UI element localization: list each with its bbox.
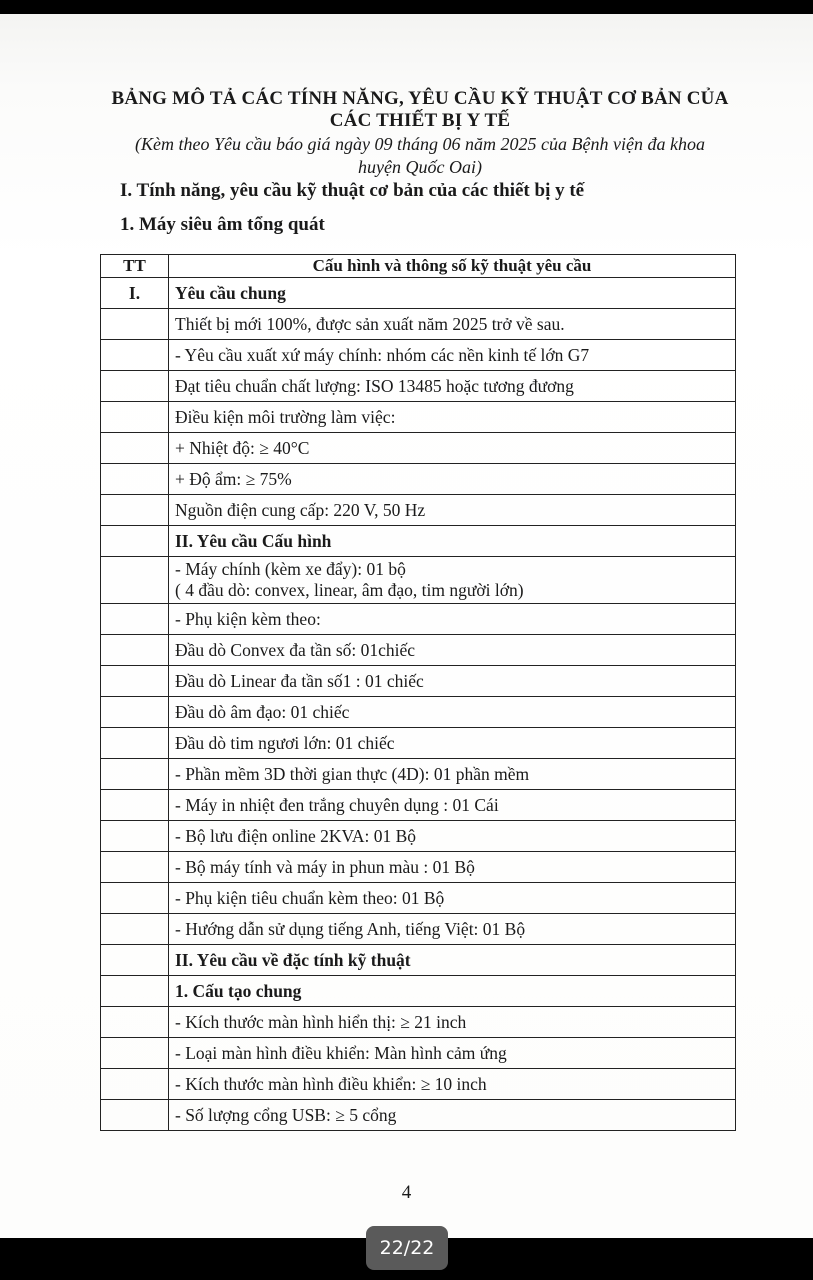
table-row (101, 371, 736, 402)
header-spec: Cấu hình và thông số kỹ thuật yêu cầu (169, 255, 736, 278)
table-row (101, 557, 736, 604)
row-tt (101, 635, 169, 666)
row-tt (101, 697, 169, 728)
row-spec: Nguồn điện cung cấp: 220 V, 50 Hz (169, 495, 736, 526)
row-spec: Điều kiện môi trường làm việc: (169, 402, 736, 433)
row-spec: Đầu dò tim ngươi lớn: 01 chiếc (169, 728, 736, 759)
row-spec: + Độ ẩm: ≥ 75% (169, 464, 736, 495)
page-number: 4 (401, 1182, 412, 1203)
row-tt (101, 666, 169, 697)
row-spec: - Số lượng cổng USB: ≥ 5 cổng (169, 1100, 736, 1131)
row-tt (101, 759, 169, 790)
row-tt (101, 557, 169, 604)
row-tt (101, 464, 169, 495)
row-tt (101, 1007, 169, 1038)
row-spec: - Phần mềm 3D thời gian thực (4D): 01 phần mềm (169, 759, 736, 790)
table-row (101, 1069, 736, 1100)
row-spec-line2: ( 4 đầu dò: convex, linear, âm đạo, tim người lớn) (175, 580, 524, 600)
row-spec: Đầu dò Linear đa tần số1 : 01 chiếc (169, 666, 736, 697)
row-spec: + Nhiệt độ: ≥ 40°C (169, 433, 736, 464)
table-row (101, 976, 736, 1007)
document-title-line2: CÁC THIẾT BỊ Y TẾ (329, 110, 511, 131)
table-row (101, 821, 736, 852)
table-row (101, 945, 736, 976)
page-indicator[interactable]: 22/22 (366, 1226, 448, 1270)
row-spec: - Phụ kiện tiêu chuẩn kèm theo: 01 Bộ (169, 883, 736, 914)
row-tt (101, 883, 169, 914)
table-header-row (101, 255, 736, 278)
table-row (101, 1038, 736, 1069)
row-tt (101, 340, 169, 371)
document-subtitle (100, 133, 740, 179)
row-tt (101, 526, 169, 557)
row-spec: II. Yêu cầu Cấu hình (169, 526, 736, 557)
section-heading: I. Tính năng, yêu cầu kỹ thuật cơ bản của các thiết bị y tế (120, 180, 585, 201)
table-row (101, 759, 736, 790)
table-row (101, 464, 736, 495)
row-tt (101, 914, 169, 945)
row-spec: Đầu dò Convex đa tần số: 01chiếc (169, 635, 736, 666)
row-tt (101, 371, 169, 402)
row-spec: 1. Cấu tạo chung (169, 976, 736, 1007)
table-row (101, 914, 736, 945)
header-tt: TT (101, 255, 169, 278)
row-spec: - Bộ lưu điện online 2KVA: 01 Bộ (169, 821, 736, 852)
row-spec: II. Yêu cầu về đặc tính kỹ thuật (169, 945, 736, 976)
row-tt (101, 728, 169, 759)
row-spec: Đạt tiêu chuẩn chất lượng: ISO 13485 hoặc tương đương (169, 371, 736, 402)
table-row (101, 852, 736, 883)
row-tt (101, 976, 169, 1007)
row-tt (101, 790, 169, 821)
table-row (101, 340, 736, 371)
row-tt (101, 402, 169, 433)
row-tt (101, 433, 169, 464)
row-spec: Yêu cầu chung (169, 278, 736, 309)
row-spec: Đầu dò âm đạo: 01 chiếc (169, 697, 736, 728)
table-row (101, 883, 736, 914)
table-row (101, 790, 736, 821)
document-title-line1: BẢNG MÔ TẢ CÁC TÍNH NĂNG, YÊU CẦU KỸ THUẬT CƠ BẢN CỦA (111, 88, 729, 109)
row-spec (169, 557, 736, 604)
row-tt (101, 945, 169, 976)
row-spec: - Bộ máy tính và máy in phun màu : 01 Bộ (169, 852, 736, 883)
row-tt: I. (101, 278, 169, 309)
table-row (101, 697, 736, 728)
table-row (101, 526, 736, 557)
row-tt (101, 495, 169, 526)
viewer-top-bar (0, 0, 813, 14)
table-row (101, 402, 736, 433)
table-row (101, 1007, 736, 1038)
row-tt (101, 604, 169, 635)
table-row (101, 309, 736, 340)
table-row (101, 433, 736, 464)
row-spec: - Hướng dẫn sử dụng tiếng Anh, tiếng Việt: 01 Bộ (169, 914, 736, 945)
row-spec: - Phụ kiện kèm theo: (169, 604, 736, 635)
row-tt (101, 1069, 169, 1100)
row-spec: - Máy in nhiệt đen trắng chuyên dụng : 01 Cái (169, 790, 736, 821)
row-spec: - Kích thước màn hình điều khiển: ≥ 10 inch (169, 1069, 736, 1100)
device-heading: 1. Máy siêu âm tổng quát (120, 214, 325, 235)
table-row (101, 1100, 736, 1131)
row-spec: Thiết bị mới 100%, được sản xuất năm 2025 trở về sau. (169, 309, 736, 340)
table-row (101, 728, 736, 759)
row-spec: - Kích thước màn hình hiển thị: ≥ 21 inch (169, 1007, 736, 1038)
table-row (101, 495, 736, 526)
table-row (101, 604, 736, 635)
row-spec: - Yêu cầu xuất xứ máy chính: nhóm các nền kinh tế lớn G7 (169, 340, 736, 371)
row-tt (101, 1100, 169, 1131)
row-tt (101, 821, 169, 852)
table-row (101, 278, 736, 309)
row-tt (101, 852, 169, 883)
row-spec-line1: - Máy chính (kèm xe đẩy): 01 bộ (175, 559, 406, 579)
table-row (101, 635, 736, 666)
document-subtitle-line2: huyện Quốc Oai) (358, 157, 482, 177)
spec-table (100, 254, 736, 1131)
table-row (101, 666, 736, 697)
row-spec: - Loại màn hình điều khiển: Màn hình cảm ứng (169, 1038, 736, 1069)
row-tt (101, 309, 169, 340)
row-tt (101, 1038, 169, 1069)
document-subtitle-line1: (Kèm theo Yêu cầu báo giá ngày 09 tháng 06 năm 2025 của Bệnh viện đa khoa (135, 134, 705, 154)
